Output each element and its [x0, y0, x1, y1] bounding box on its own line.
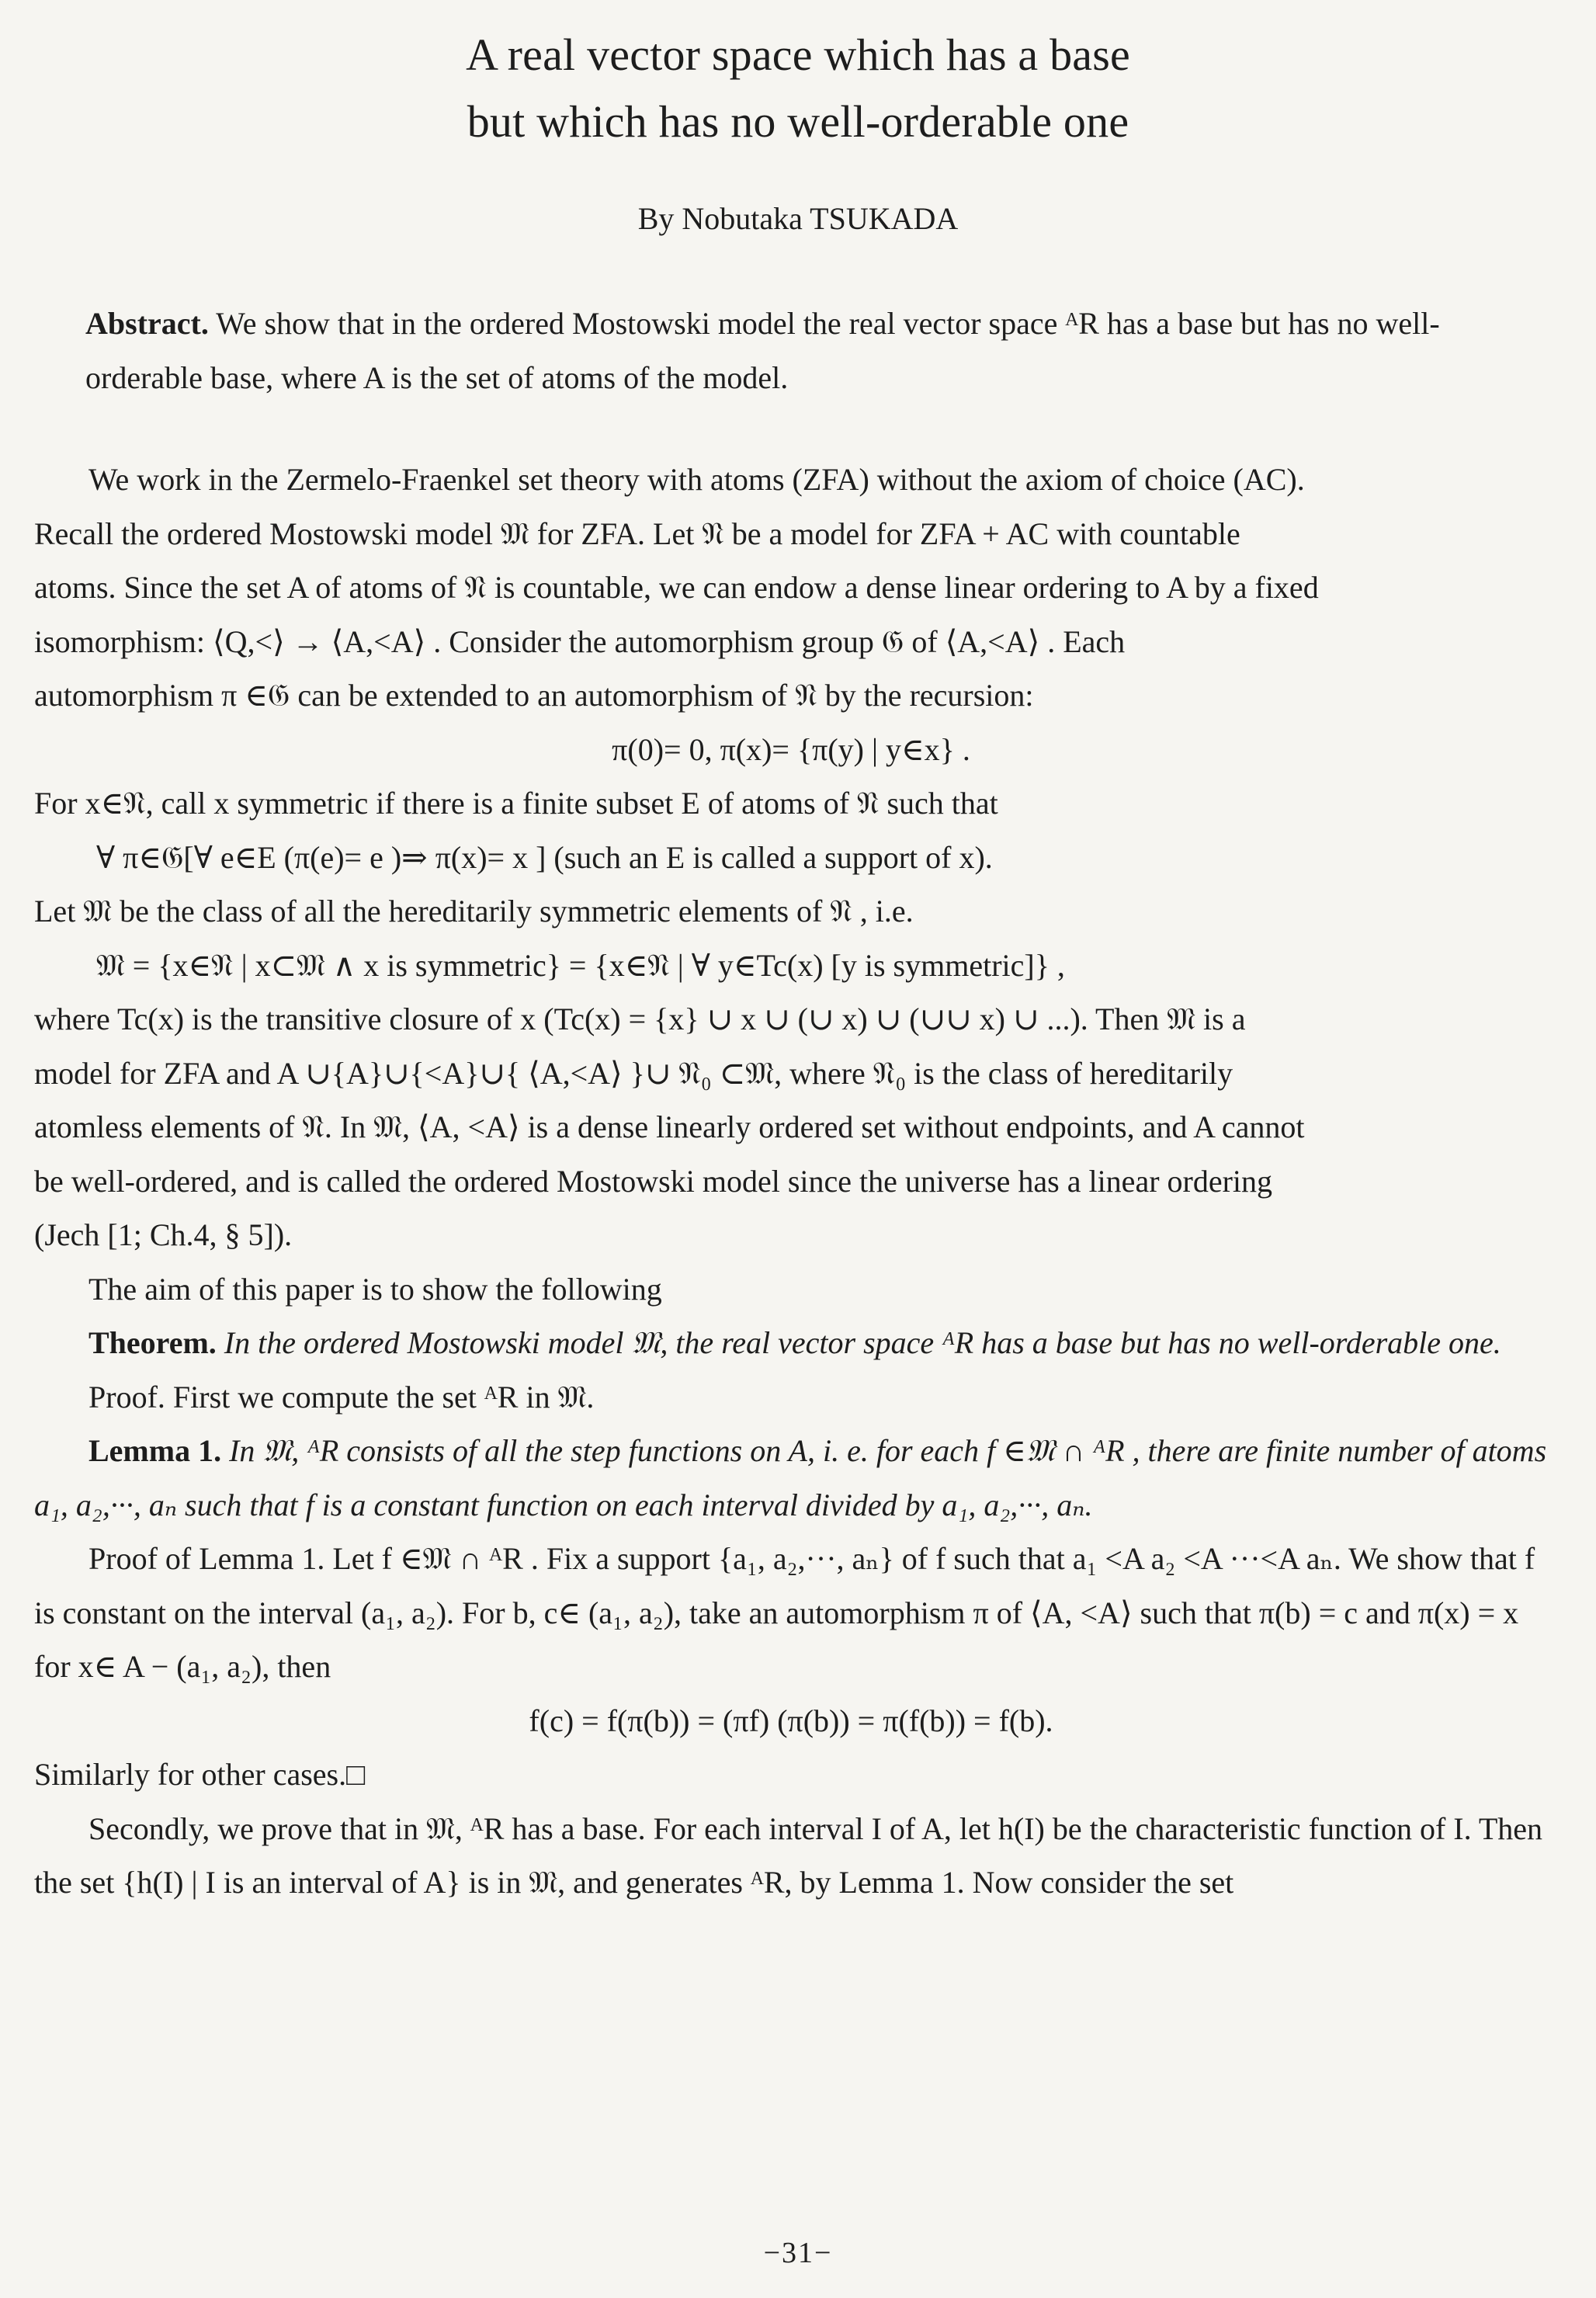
- abstract-text: We show that in the ordered Mostowski model the real vector space ᴬR has a base but has no well-orderable base, where A is the set of atoms of the model.: [85, 306, 1440, 395]
- abstract-label: Abstract.: [85, 306, 209, 341]
- intro-line: where Tc(x) is the transitive closure of x (Tc(x) = {x} ∪ x ∪ (∪ x) ∪ (∪∪ x) ∪ ...). Then 𝔐 is a: [34, 1001, 1246, 1036]
- lemma-1: [34, 1424, 1548, 1532]
- abstract: [34, 297, 1548, 404]
- intro-line: Let 𝔐 be the class of all the hereditarily symmetric elements of 𝔑 , i.e.: [34, 894, 914, 929]
- theorem: [34, 1316, 1548, 1370]
- lemma-equation: f(c) = f(π(b)) = (πf) (π(b)) = π(f(b)) = f(b).: [529, 1703, 1053, 1738]
- reference-citation: (Jech [1; Ch.4, § 5]).: [34, 1217, 293, 1252]
- intro-line: atomless elements of 𝔑. In 𝔐, ⟨A, <A⟩ is a dense linearly ordered set without endpoints, and A cannot: [34, 1109, 1305, 1144]
- lemma-label: Lemma 1.: [88, 1433, 222, 1468]
- author-line: By Nobutaka TSUKADA: [637, 201, 959, 236]
- lemma-text: In 𝔐, ᴬR consists of all the step functions on A, i. e. for each f ∈𝔐 ∩ ᴬR , there are finite number of atoms a₁, a₂,···, aₙ such that f is a constant function on each interval divided by a₁, a₂,···, aₙ.: [34, 1433, 1547, 1522]
- intro-line: Recall the ordered Mostowski model 𝔐 for ZFA. Let 𝔑 be a model for ZFA + AC with countable: [34, 515, 1240, 551]
- symmetric-definition: For x∈𝔑, call x symmetric if there is a finite subset E of atoms of 𝔑 such that: [34, 786, 998, 821]
- proof-intro: Proof. First we compute the set ᴬR in 𝔐.: [88, 1379, 595, 1415]
- aim-sentence: The aim of this paper is to show the following: [88, 1271, 662, 1307]
- similarly-line: Similarly for other cases.□: [34, 1757, 366, 1792]
- title-line-1: A real vector space which has a base: [466, 30, 1130, 80]
- paper-body: [34, 297, 1548, 1910]
- page-number: −31−: [763, 2237, 833, 2269]
- title-line-2: but which has no well-orderable one: [467, 96, 1129, 147]
- intro-line: We work in the Zermelo-Fraenkel set theory with atoms (ZFA) without the axiom of choice (AC).: [88, 462, 1305, 497]
- paper-title: [0, 22, 1596, 155]
- intro-line: be well-ordered, and is called the ordered Mostowski model since the universe has a linear ordering: [34, 1163, 1273, 1199]
- theorem-label: Theorem.: [88, 1325, 217, 1360]
- secondly-paragraph: Secondly, we prove that in 𝔐, ᴬR has a base. For each interval I of A, let h(I) be the characteristic function of I. Then the set {h(I) | I is an interval of A} is in 𝔐, and generates ᴬR, by Lemma 1. Now consider the set: [34, 1810, 1543, 1900]
- recursion-equation: π(0)= 0, π(x)= {π(y) | y∈x} .: [612, 731, 970, 767]
- section-gap: [34, 404, 1548, 453]
- support-definition: ∀ π∈𝔊[∀ e∈E (π(e)= e )⇒ π(x)= x ] (such an E is called a support of x).: [96, 839, 993, 875]
- intro-line: atoms. Since the set A of atoms of 𝔑 is countable, we can endow a dense linear ordering to A by a fixed: [34, 570, 1319, 605]
- model-definition: 𝔐 = {x∈𝔑 | x⊂𝔐 ∧ x is symmetric} = {x∈𝔑 | ∀ y∈Tc(x) [y is symmetric]} ,: [96, 947, 1065, 983]
- proof-of-lemma: Proof of Lemma 1. Let f ∈𝔐 ∩ ᴬR . Fix a support {a₁, a₂,···, aₙ} of f such that a₁ <A a₂ <A ···<A aₙ. We show that f is constant on the interval (a₁, a₂). For b, c∈ (a₁, a₂), take an automorphism π of ⟨A, <A⟩ such that π(b) = c and π(x) = x for x∈ A − (a₁, a₂), then: [34, 1541, 1535, 1684]
- intro-line: automorphism π ∈𝔊 can be extended to an automorphism of 𝔑 by the recursion:: [34, 678, 1034, 713]
- intro-line: isomorphism: ⟨Q,<⟩ → ⟨A,<A⟩ . Consider the automorphism group 𝔊 of ⟨A,<A⟩ . Each: [34, 623, 1126, 659]
- theorem-text: In the ordered Mostowski model 𝔐, the real vector space ᴬR has a base but has no well-orderable one.: [224, 1325, 1501, 1360]
- intro-line: model for ZFA and A ∪{A}∪{<A}∪{ ⟨A,<A⟩ }∪ 𝔑₀ ⊂𝔐, where 𝔑₀ is the class of hereditarily: [34, 1055, 1233, 1091]
